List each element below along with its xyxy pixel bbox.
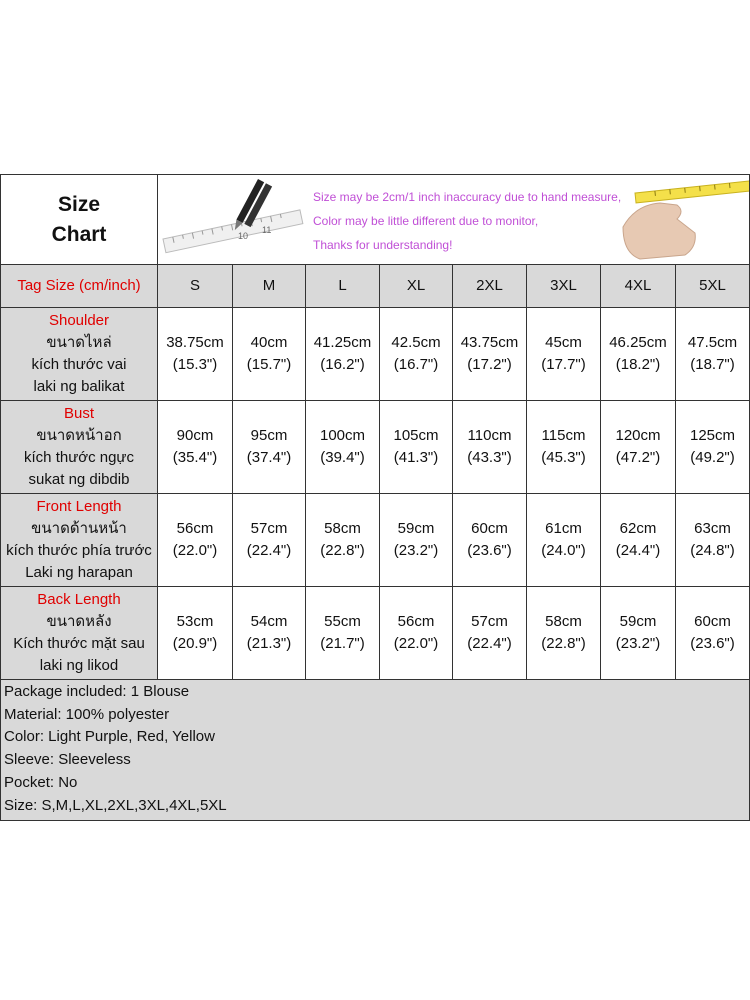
measurement-notes <box>313 185 621 257</box>
note-thanks: Thanks for understanding! <box>313 238 453 252</box>
info-color: Color: Light Purple, Red, Yellow <box>4 728 215 746</box>
table-cell: 43.75cm (17.2") <box>453 308 527 401</box>
size-header-s: S <box>158 265 233 308</box>
table-cell: 58cm (22.8") <box>306 494 380 587</box>
table-cell: 57cm (22.4") <box>453 587 527 680</box>
table-cell: 56cm (22.0") <box>380 587 453 680</box>
table-cell: 105cm (41.3") <box>380 401 453 494</box>
size-header-l: L <box>306 265 380 308</box>
front-length-row <box>1 494 750 587</box>
shoulder-label: Shoulder ขนาดไหล่ kích thước vai laki ng balikat <box>1 308 158 401</box>
table-cell: 62cm (24.4") <box>601 494 676 587</box>
table-cell: 42.5cm (16.7") <box>380 308 453 401</box>
info-pocket: Pocket: No <box>4 773 78 791</box>
size-table <box>0 174 750 821</box>
table-cell: 38.75cm (15.3") <box>158 308 233 401</box>
table-cell: 59cm (23.2") <box>380 494 453 587</box>
table-cell: 61cm (24.0") <box>527 494 601 587</box>
table-cell: 115cm (45.3") <box>527 401 601 494</box>
table-cell: 60cm (23.6") <box>453 494 527 587</box>
info-material: Material: 100% polyester <box>4 705 170 723</box>
note-color: Color may be little different due to monitor, <box>313 214 539 228</box>
size-header-xl: XL <box>380 265 453 308</box>
table-cell: 55cm (21.7") <box>306 587 380 680</box>
table-cell: 63cm (24.8") <box>676 494 750 587</box>
table-cell: 110cm (43.3") <box>453 401 527 494</box>
table-cell: 58cm (22.8") <box>527 587 601 680</box>
table-cell: 95cm (37.4") <box>233 401 306 494</box>
back-length-row <box>1 587 750 680</box>
back-length-label: Back Length ขนาดหลัง Kích thước mặt sau laki ng likod <box>1 587 158 680</box>
ruler-number-10: 10 <box>238 231 249 241</box>
product-info <box>1 680 750 821</box>
info-package: Package included: 1 Blouse <box>4 683 190 700</box>
ruler-number-11: 11 <box>262 225 272 235</box>
front-length-label: Front Length ขนาดด้านหน้า kích thước phía trước Laki ng harapan <box>1 494 158 587</box>
info-size: Size: S,M,L,XL,2XL,3XL,4XL,5XL <box>4 796 227 814</box>
table-cell: 41.25cm (16.2") <box>306 308 380 401</box>
size-header-3xl: 3XL <box>527 265 601 308</box>
title-line-2: Chart <box>51 222 107 246</box>
size-header-2xl: 2XL <box>453 265 527 308</box>
info-sleeve: Sleeve: Sleeveless <box>4 751 131 769</box>
note-inaccuracy: Size may be 2cm/1 inch inaccuracy due to hand measure, <box>313 190 622 204</box>
table-cell: 60cm (23.6") <box>676 587 750 680</box>
table-cell: 125cm (49.2") <box>676 401 750 494</box>
table-cell: 120cm (47.2") <box>601 401 676 494</box>
bust-label: Bust ขนาดหน้าอก kích thước ngực sukat ng dibdib <box>1 401 158 494</box>
table-cell: 45cm (17.7") <box>527 308 601 401</box>
ruler-pencil-icon <box>158 175 308 264</box>
title-line-1: Size <box>57 192 101 216</box>
table-cell: 40cm (15.7") <box>233 308 306 401</box>
size-header-m: M <box>233 265 306 308</box>
measuring-tape-hand-icon <box>615 175 750 264</box>
table-cell: 90cm (35.4") <box>158 401 233 494</box>
table-cell: 56cm (22.0") <box>158 494 233 587</box>
bust-row <box>1 401 750 494</box>
table-cell: 46.25cm (18.2") <box>601 308 676 401</box>
size-header-4xl: 4XL <box>601 265 676 308</box>
table-cell: 47.5cm (18.7") <box>676 308 750 401</box>
shoulder-row <box>1 308 750 401</box>
table-cell: 57cm (22.4") <box>233 494 306 587</box>
size-header-5xl: 5XL <box>676 265 750 308</box>
size-chart-title <box>1 175 158 265</box>
measurement-banner <box>158 175 750 265</box>
table-cell: 100cm (39.4") <box>306 401 380 494</box>
size-chart <box>0 174 749 821</box>
table-cell: 53cm (20.9") <box>158 587 233 680</box>
tag-size-label: Tag Size (cm/inch) <box>1 265 158 308</box>
table-cell: 59cm (23.2") <box>601 587 676 680</box>
table-cell: 54cm (21.3") <box>233 587 306 680</box>
